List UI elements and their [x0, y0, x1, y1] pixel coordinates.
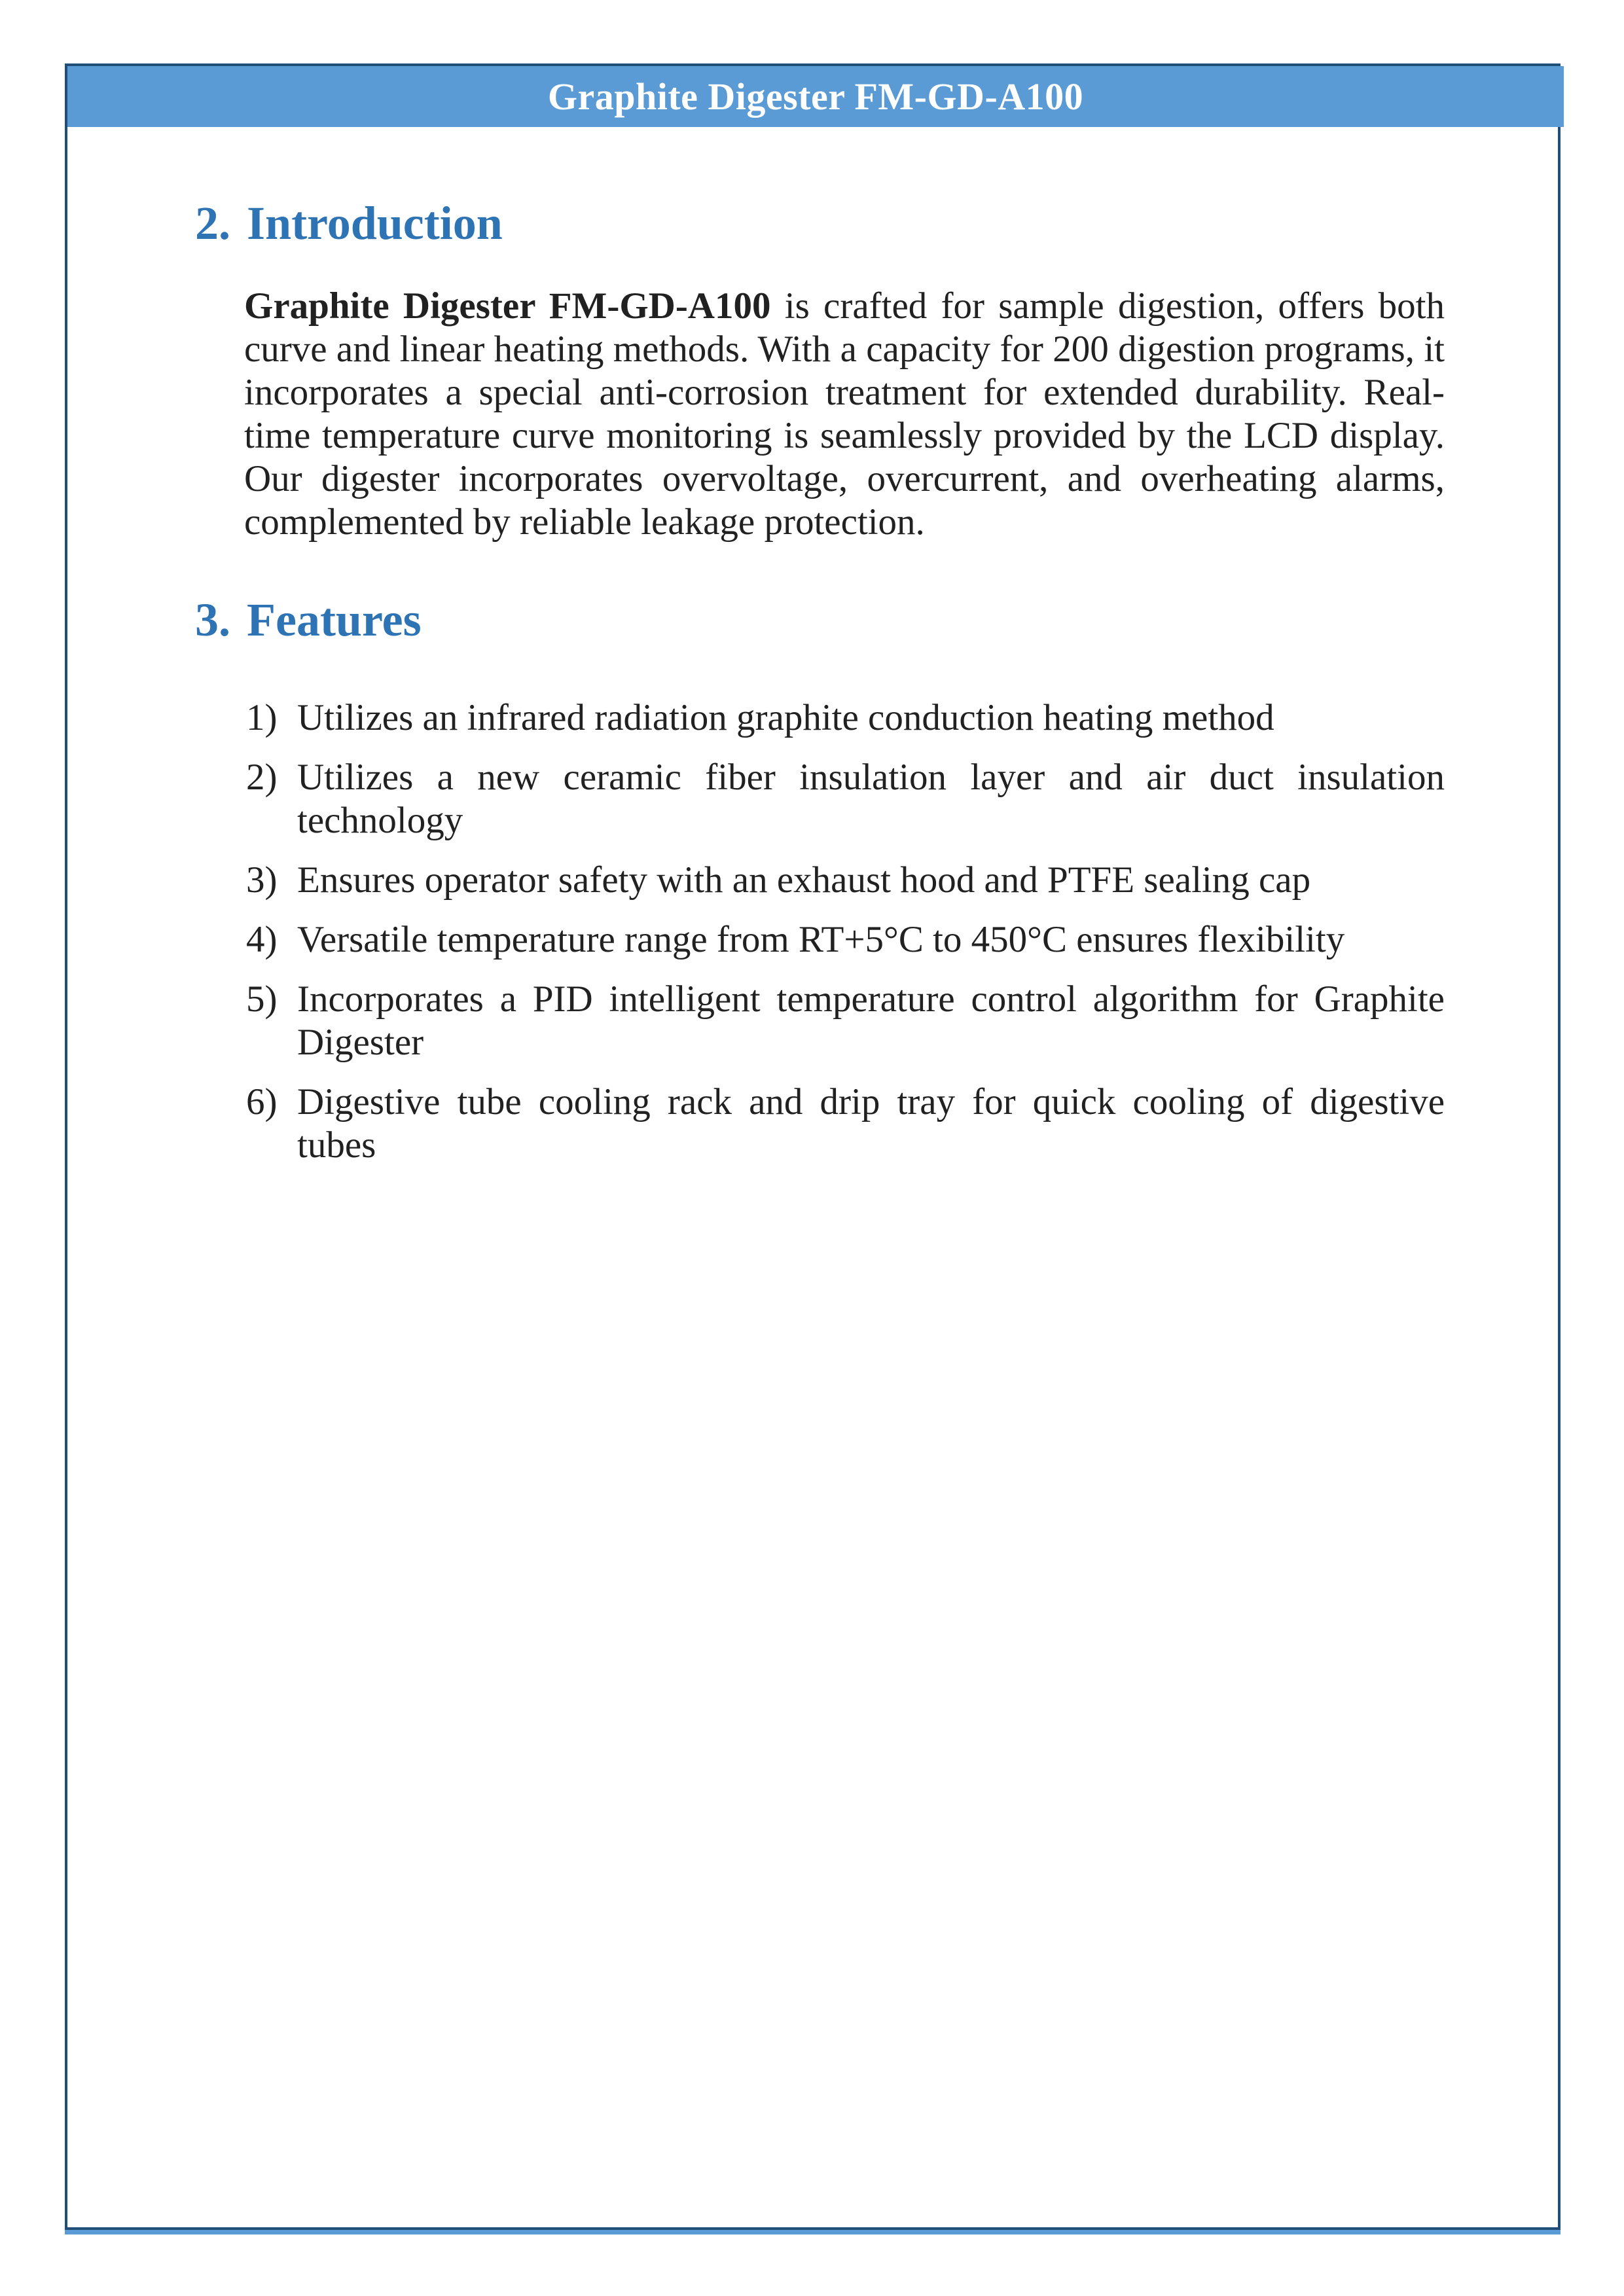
- feature-item: [246, 756, 1445, 842]
- feature-text: Incorporates a PID intelligent temperature control algorithm for Graphite Digester: [297, 978, 1445, 1063]
- document-title: Graphite Digester FM-GD-A100: [547, 75, 1084, 118]
- feature-text: Ensures operator safety with an exhaust hood and PTFE sealing cap: [297, 859, 1311, 901]
- intro-body-text: is crafted for sample digestion, offers both curve and linear heating methods. With a capacity for 200 digestion programs, it incorporates a special anti-corrosion treatment for extended durability. Real-time temperature curve monitoring is seamlessly provided by the LCD display. Our digester incorporates overvoltage, overcurrent, and overheating alarms, complemented by reliable leakage protection.: [244, 285, 1445, 543]
- features-list: [246, 696, 1445, 1167]
- feature-item: [246, 859, 1445, 902]
- feature-number: 1): [246, 696, 278, 738]
- feature-text: Digestive tube cooling rack and drip tray for quick cooling of digestive tubes: [297, 1081, 1445, 1166]
- feature-number: 5): [246, 978, 278, 1020]
- feature-text: Versatile temperature range from RT+5°C to 450°C ensures flexibility: [297, 918, 1345, 960]
- feature-text: Utilizes a new ceramic fiber insulation layer and air duct insulation technology: [297, 756, 1445, 841]
- feature-item: [246, 978, 1445, 1064]
- feature-item: [246, 1081, 1445, 1167]
- feature-item: [246, 918, 1445, 961]
- introduction-heading-number: 2.: [195, 197, 230, 249]
- content-area: [67, 127, 1553, 1183]
- feature-item: [246, 696, 1445, 740]
- introduction-paragraph: [244, 285, 1445, 544]
- features-heading-text: Features: [247, 593, 422, 646]
- section-heading-introduction: [195, 196, 1445, 251]
- feature-number: 2): [246, 756, 278, 798]
- page-frame: [65, 63, 1561, 2230]
- feature-number: 4): [246, 918, 278, 960]
- feature-number: 6): [246, 1081, 278, 1122]
- features-heading-number: 3.: [195, 593, 230, 646]
- intro-lead-bold: Graphite Digester FM-GD-A100: [244, 285, 771, 327]
- feature-number: 3): [246, 859, 278, 901]
- header-banner: [67, 66, 1564, 127]
- introduction-heading-text: Introduction: [247, 197, 503, 249]
- feature-text: Utilizes an infrared radiation graphite conduction heating method: [297, 696, 1274, 738]
- section-heading-features: [195, 593, 1445, 647]
